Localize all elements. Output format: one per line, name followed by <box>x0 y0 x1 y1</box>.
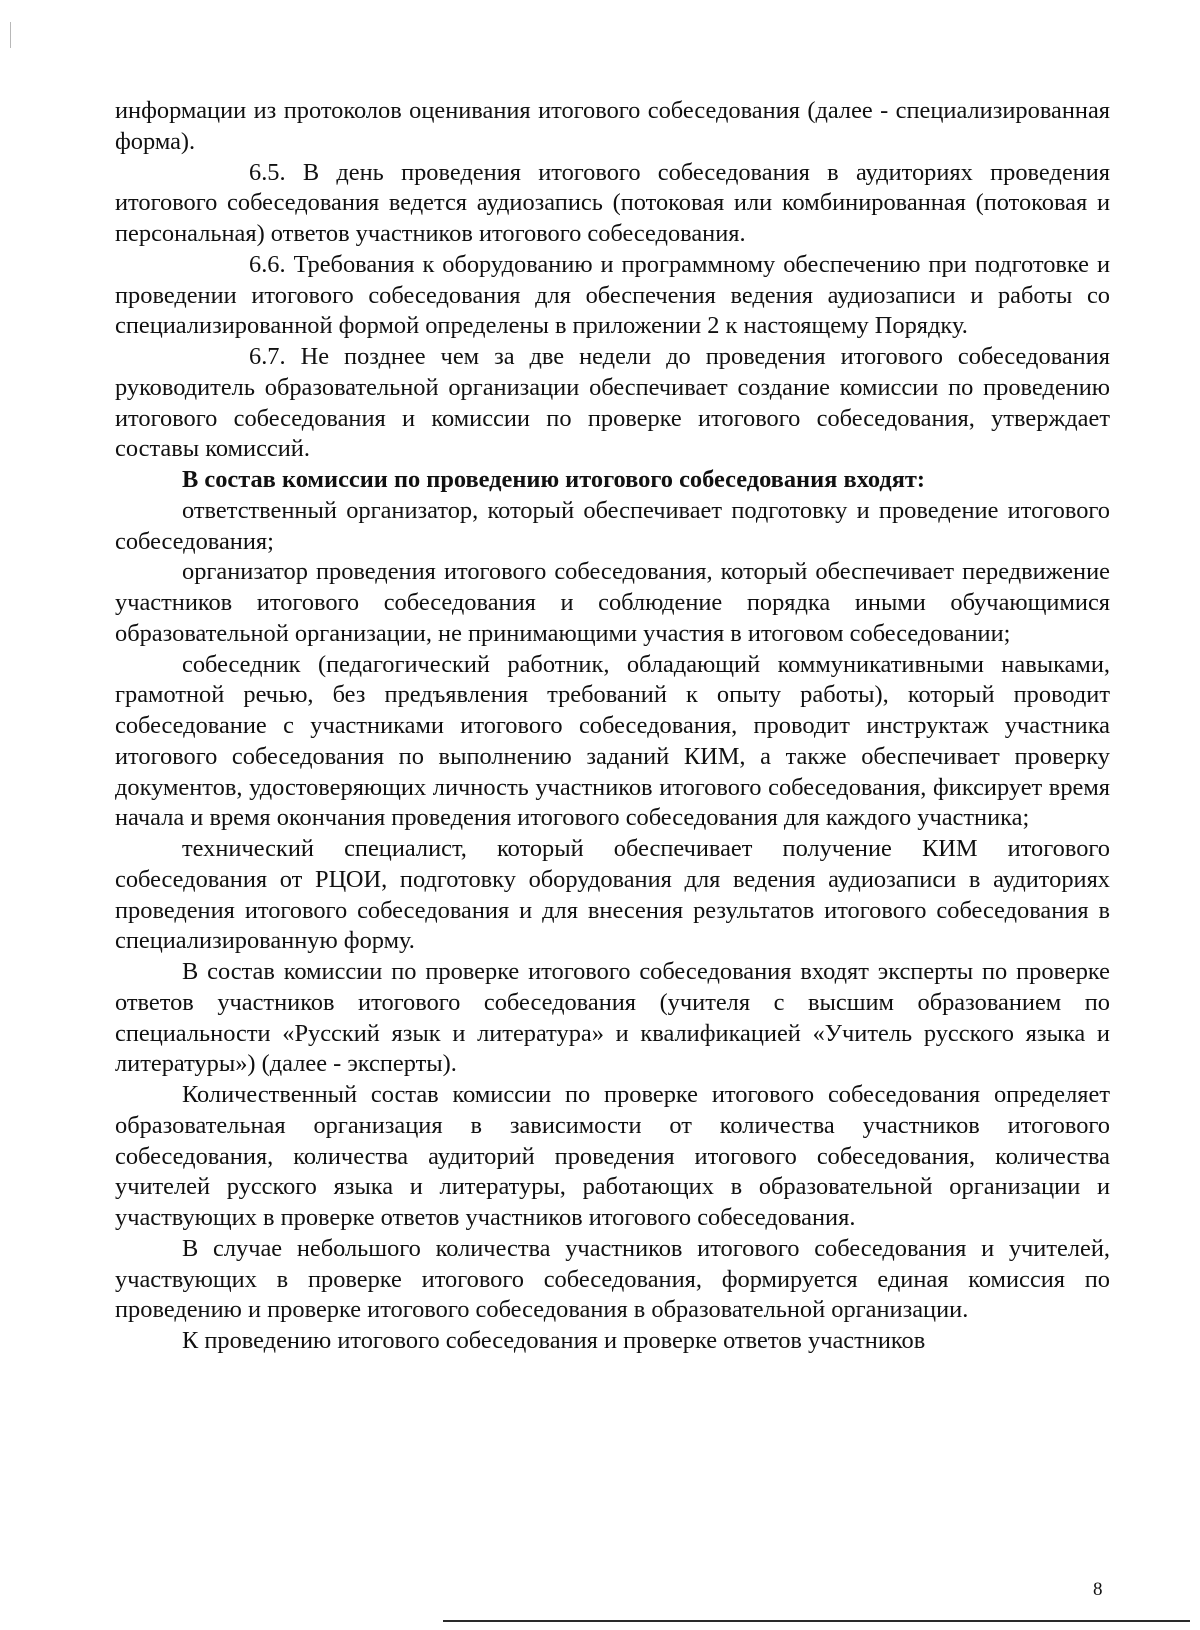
paragraph-number: 6.7. <box>249 343 286 370</box>
paragraph-text: В состав комиссии по проведению итогового собеседования входят: <box>182 466 926 493</box>
paragraph-number: 6.6. <box>249 250 286 278</box>
paragraph-experts <box>115 957 1110 1080</box>
paragraph-text: В случае небольшого количества участников итогового собеседования и учителей, участвующих в проверке итогового собеседования, формируется единая комиссия по проведению и проверке итогового собеседования в образовательной организации. <box>115 1234 1110 1324</box>
paragraph-number: 6.5. <box>249 158 286 186</box>
paragraph-text: собеседник (педагогический работник, обладающий коммуникативными навыками, грамотной речью, без предъявления требований к опыту работы), который проводит собеседование с участниками итогового собеседования, проводит инструктаж участника итогового собеседования по выполнению заданий КИМ, а также обеспечивает проверку документов, удостоверяющих личность участников итогового собеседования, фиксирует время начала и время окончания проведения итогового собеседования для каждого участника; <box>115 650 1110 832</box>
document-body <box>115 96 1110 1357</box>
page-number: 8 <box>1093 1579 1103 1600</box>
paragraph-text: В день проведения итогового собеседования в аудиториях проведения итогового собеседования ведется аудиозапись (потоковая или комбинированная (потоковая и персональная) ответов участников итогового собеседования. <box>115 158 1110 247</box>
scan-mark <box>10 22 11 48</box>
paragraph-admission <box>115 1326 1110 1357</box>
paragraph-6-6 <box>115 250 1110 342</box>
paragraph-text: Требования к оборудованию и программному обеспечению при подготовке и проведении итогового собеседования для обеспечения ведения аудиозаписи и работы со специализированной формой определены в приложении 2 к настоящему Порядку. <box>115 250 1110 340</box>
list-item-organizer <box>115 557 1110 649</box>
paragraph-text: информации из протоколов оценивания итогового собеседования (далее - специализированная форма). <box>115 97 1110 155</box>
paragraph-text: ответственный организатор, который обеспечивает подготовку и проведение итогового собеседования; <box>115 496 1110 555</box>
paragraph-quantitative-composition <box>115 1080 1110 1234</box>
paragraph-single-commission <box>115 1234 1110 1326</box>
paragraph-text: технический специалист, который обеспечивает получение КИМ итогового собеседования от РЦОИ, подготовку оборудования для ведения аудиозаписи в аудиториях проведения итогового собеседования и для внесения результатов итогового собеседования в специализированную форму. <box>115 835 1110 955</box>
list-item-responsible-organizer <box>115 496 1110 558</box>
paragraph-text: организатор проведения итогового собеседования, который обеспечивает передвижение участников итогового собеседования и соблюдение порядка иными обучающимися образовательной организации, не принимающими участия в итоговом собеседовании; <box>115 558 1110 647</box>
paragraph-text: К проведению итогового собеседования и проверке ответов участников <box>182 1327 926 1354</box>
paragraph-6-7 <box>115 342 1110 465</box>
paragraph-continuation <box>115 96 1110 158</box>
paragraph-text: Не позднее чем за две недели до проведения итогового собеседования руководитель образовательной организации обеспечивает создание комиссии по проведению итогового собеседования и комиссии по проверке итогового собеседования, утверждает составы комиссий. <box>115 343 1110 463</box>
list-item-technical-specialist <box>115 834 1110 957</box>
paragraph-text: Количественный состав комиссии по проверке итогового собеседования определяет образовательная организация в зависимости от количества участников итогового собеседования, количества аудиторий проведения итогового собеседования, количества учителей русского языка и литературы, работающих в образовательной организации и участвующих в проверке ответов участников итогового собеседования. <box>115 1081 1110 1231</box>
footer-rule <box>443 1620 1190 1622</box>
commission-heading <box>115 465 1110 496</box>
list-item-interlocutor <box>115 650 1110 835</box>
paragraph-text: В состав комиссии по проверке итогового собеседования входят эксперты по проверке ответов участников итогового собеседования (учителя с высшим образованием по специальности «Русский язык и литература» и квалификацией «Учитель русского языка и литературы») (далее - эксперты). <box>115 958 1110 1078</box>
paragraph-6-5 <box>115 158 1110 250</box>
